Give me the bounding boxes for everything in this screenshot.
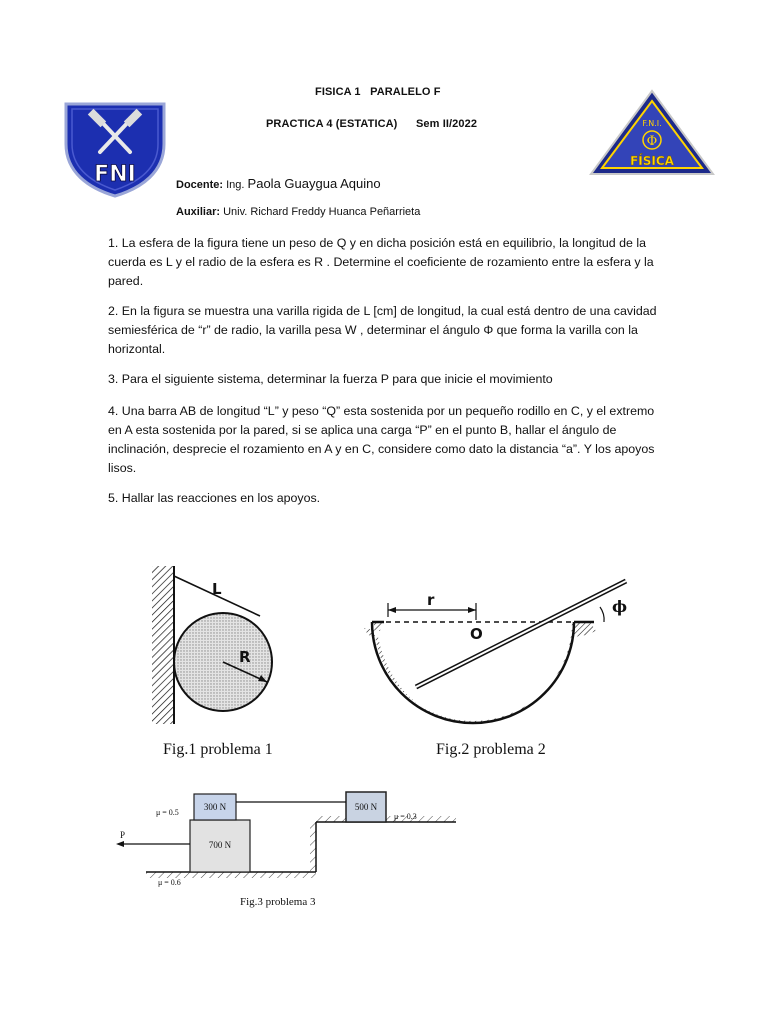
svg-text:700 N: 700 N: [208, 840, 232, 850]
fig1-caption: Fig.1 problema 1: [163, 741, 273, 758]
fig2-caption: Fig.2 problema 2: [436, 741, 546, 758]
figure-1-sphere-wall: [150, 560, 300, 730]
svg-text:FNI: FNI: [94, 162, 136, 187]
auxiliar-label: Auxiliar:: [176, 206, 221, 218]
fisica-triangle-logo: [588, 88, 716, 178]
fig2-label-r: r: [427, 591, 435, 609]
semester-label: Sem II/2022: [416, 118, 478, 130]
docente-name: Paola Guaygua Aquino: [247, 176, 381, 191]
svg-text:FÍSICA: FÍSICA: [630, 154, 674, 168]
fig3-caption: Fig.3 problema 3: [240, 896, 316, 908]
svg-text:F.N.I.: F.N.I.: [642, 119, 662, 128]
problem-1: 1. La esfera de la figura tiene un peso de Q y en dicha posición está en equilibrio, la longitud de la cuerda es L y el radio de la esfera es R . Determine el coeficiente de rozamiento entre la esfera y la pared.: [108, 236, 654, 288]
docente-line: [176, 176, 381, 191]
figure-2-hemisphere-rod: [350, 575, 650, 735]
fig1-label-R: R: [239, 648, 251, 666]
problem-3: 3. Para el siguiente sistema, determinar la fuerza P para que inicie el movimiento: [108, 372, 553, 386]
svg-text:300 N: 300 N: [203, 802, 227, 812]
auxiliar-line: [176, 206, 420, 218]
fni-shield-logo: [60, 98, 170, 198]
mu-bottom-label: μ = 0.6: [158, 878, 181, 887]
mu-right-label: μ = 0.3: [394, 812, 417, 821]
problem-4: 4. Una barra AB de longitud “L” y peso “Q” esta sostenida por un pequeño rodillo en C, y el extremo en A esta sostenida por la pared, si se aplica una carga “P” en el punto B, hallar el ángulo de inclinación, desprecie el rozamiento en A y en C, considere como dato la distancia “a”. Y los apoyos lisos.: [108, 404, 655, 475]
mu-top-label: μ = 0.5: [156, 808, 179, 817]
fig1-label-L: L: [212, 580, 222, 598]
auxiliar-name: Univ. Richard Freddy Huanca Peñarrieta: [223, 206, 421, 218]
svg-text:Φ: Φ: [646, 134, 658, 149]
svg-text:500 N: 500 N: [354, 802, 378, 812]
wall: [152, 566, 174, 724]
course-title: FISICA 1 PARALELO F: [315, 86, 441, 98]
figure-3-blocks-system: [110, 782, 470, 892]
fig2-label-O: O: [470, 625, 483, 643]
fig2-label-phi: ϕ: [612, 597, 628, 616]
problem-5: 5. Hallar las reacciones en los apoyos.: [108, 491, 321, 505]
problem-2: 2. En la figura se muestra una varilla rigida de L [cm] de longitud, la cual está dentro de una cavidad semiesférica de “r” de radio, la varilla pesa W , determinar el ángulo Φ que forma la varilla con la horizontal.: [108, 304, 657, 356]
docente-label: Docente:: [176, 179, 224, 191]
docente-prefix: Ing.: [226, 179, 245, 191]
force-label: P: [120, 830, 126, 840]
practice-title: PRACTICA 4 (ESTATICA): [266, 118, 398, 130]
